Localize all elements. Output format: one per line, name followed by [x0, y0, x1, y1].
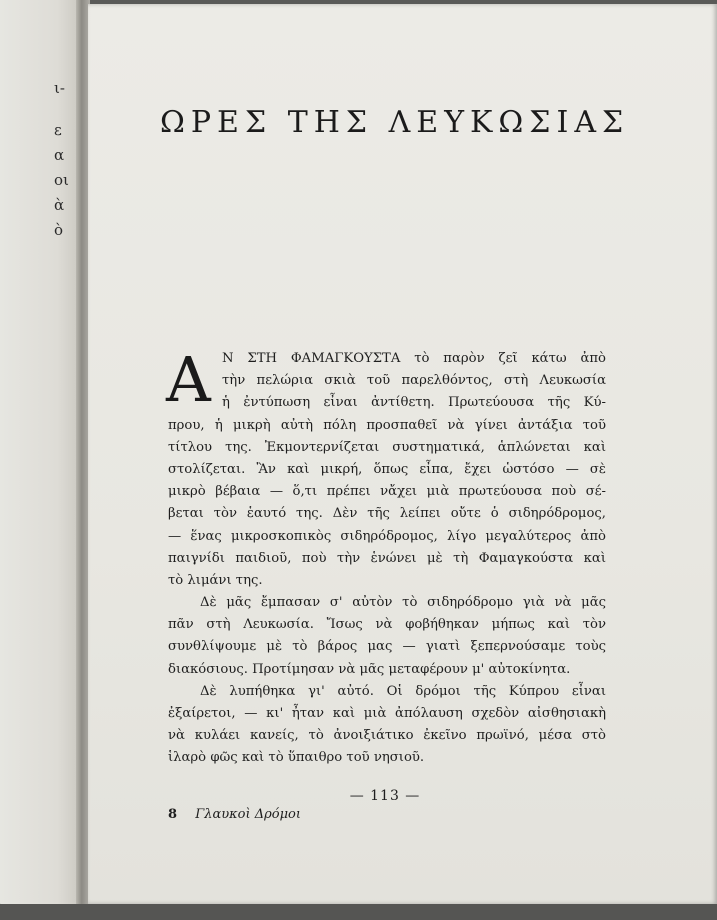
- text-line: ἐξαίρετοι, — κι' ἦταν καὶ μιὰ ἀπόλαυση σχεδὸν αἰσθησιακὴ: [168, 706, 606, 721]
- edge-letter: ὰ: [54, 196, 65, 214]
- text-line: τίτλου της. Ἐκμοντερνίζεται συστηματικά, ἁπλώνεται καὶ: [168, 439, 606, 455]
- drop-cap: Α: [166, 343, 211, 416]
- text-line: Δὲ λυπήθηκα γι' αὐτό. Οἱ δρόμοι τῆς Κύπρου εἶναι: [200, 683, 606, 699]
- text-line: παιγνίδι παιδιοῦ, ποὺ τὴν ἑνώνει μὲ τὴ Φαμαγκούστα καὶ: [168, 550, 606, 566]
- left-page: [0, 0, 82, 905]
- text-line: τὸ λιμάνι της.: [168, 572, 263, 588]
- text-line: συνθλίψουμε μὲ τὸ βάρος μας — γιατὶ ξεπερνούσαμε τοὺς: [168, 639, 606, 655]
- text-line: — ἕνας μικροσκοπικὸς σιδηρόδρομος, λίγο μεγαλύτερος ἀπὸ: [168, 528, 606, 544]
- signature-book-title: Γλαυκοὶ Δρόμοι: [195, 807, 301, 822]
- edge-letter: ι-: [54, 79, 65, 97]
- edge-letter: ὸ: [54, 221, 64, 239]
- text-line: διακόσιους. Προτίμησαν νὰ μᾶς μεταφέρουν μ' αὐτοκίνητα.: [168, 661, 571, 677]
- text-line: ἱλαρὸ φῶς καὶ τὸ ὕπαιθρο τοῦ νησιοῦ.: [168, 750, 425, 766]
- edge-letter: ε: [54, 121, 62, 139]
- text-line: μικρὸ βέβαια — ὅ,τι πρέπει νἄχει μιὰ πρωτεύουσα ποὺ σέ-: [168, 484, 606, 500]
- signature-number: 8: [168, 807, 178, 822]
- printer-signature: [168, 807, 301, 822]
- text-line: πρου, ἡ μικρὴ αὐτὴ πόλη προσπαθεῖ νὰ γίνει ἀντάξια τοῦ: [168, 417, 606, 433]
- text-line: πᾶν στὴ Λευκωσία. Ἴσως νὰ φοβήθηκαν μήπως καὶ τὸν: [168, 617, 606, 633]
- chapter-title: ΩΡΕΣ ΤΗΣ ΛΕΥΚΩΣΙΑΣ: [160, 105, 630, 140]
- text-line: νὰ κυλάει κανείς, τὸ ἀνοιξιάτικο ἐκεῖνο πρωϊνό, μέσα στὸ: [168, 728, 606, 744]
- body-text: [166, 343, 606, 770]
- page-number: — 113 —: [349, 788, 421, 804]
- edge-letter: α: [54, 146, 65, 164]
- text-line: Ν ΣΤΗ ΦΑΜΑΓΚΟΥΣΤΑ τὸ παρὸν ζεῖ κάτω ἀπὸ: [222, 351, 606, 366]
- text-line: στολίζεται. Ἂν καὶ μικρή, ὅπως εἶπα, ἔχει ὡστόσο — σὲ: [168, 461, 606, 477]
- left-page-edge-text: [54, 76, 74, 243]
- edge-letter: οι: [54, 171, 69, 189]
- text-line: βεται τὸν ἑαυτό της. Δὲν τῆς λείπει οὔτε ὁ σιδηρόδρομος,: [168, 506, 606, 522]
- table-surface: [0, 904, 717, 920]
- text-line: Δὲ μᾶς ἔμπασαν σ' αὐτὸν τὸ σιδηρόδρομο γιὰ νὰ μᾶς: [200, 595, 606, 611]
- text-line: ἡ ἐντύπωση εἶναι ἀντίθετη. Πρωτεύουσα τῆς Κύ-: [222, 395, 606, 411]
- text-line: τὴν πελώρια σκιὰ τοῦ παρελθόντος, στὴ Λευκωσία: [222, 373, 606, 389]
